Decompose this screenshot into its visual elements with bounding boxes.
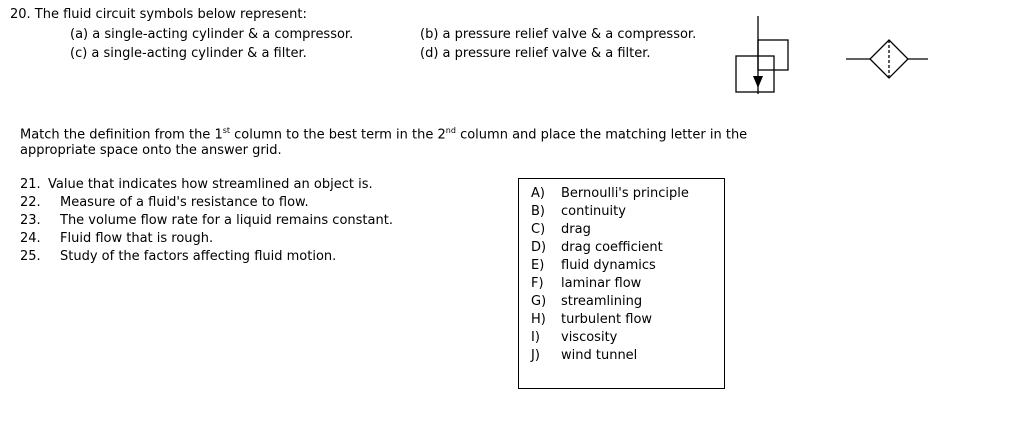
match-instructions-line1: Match the definition from the 1st column to the best term in the 2nd column and place the matching letter in the (20, 126, 748, 143)
term-g: G) streamlining (531, 294, 643, 309)
term-d: D) drag coefficient (531, 240, 663, 255)
option-b: (b) a pressure relief valve & a compressor. (420, 27, 697, 42)
term-c: C) drag (531, 222, 591, 237)
option-d: (d) a pressure relief valve & a filter. (420, 46, 651, 61)
filter-symbol (844, 36, 930, 82)
term-e: E) fluid dynamics (531, 258, 656, 273)
option-a: (a) a single-acting cylinder & a compressor. (70, 27, 354, 42)
option-c: (c) a single-acting cylinder & a filter. (70, 46, 307, 61)
match-instructions-line2: appropriate space onto the answer grid. (20, 143, 282, 158)
pressure-relief-valve-symbol (728, 14, 790, 96)
definition-23: 23. The volume flow rate for a liquid remains constant. (20, 213, 393, 228)
definition-22: 22. Measure of a fluid's resistance to flow. (20, 195, 309, 210)
term-a: A) Bernoulli's principle (531, 186, 689, 201)
terms-box (518, 178, 725, 389)
term-j: J) wind tunnel (531, 348, 638, 363)
term-b: B) continuity (531, 204, 626, 219)
term-i: I) viscosity (531, 330, 618, 345)
definition-21: 21. Value that indicates how streamlined an object is. (20, 177, 373, 192)
definition-25: 25. Study of the factors affecting fluid motion. (20, 249, 337, 264)
question-20-stem: 20. The fluid circuit symbols below represent: (10, 7, 307, 22)
term-h: H) turbulent flow (531, 312, 653, 327)
definition-24: 24. Fluid flow that is rough. (20, 231, 214, 246)
term-f: F) laminar flow (531, 276, 642, 291)
